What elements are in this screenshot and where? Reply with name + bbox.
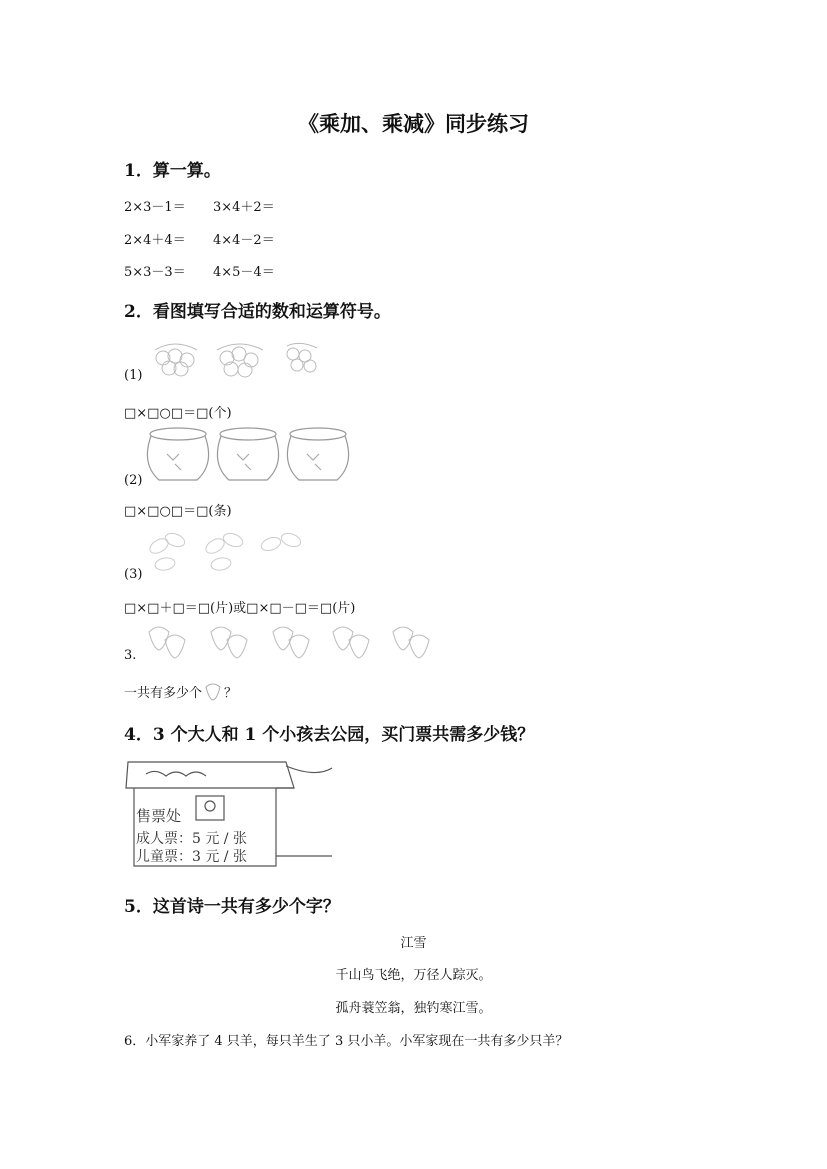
fruit-cluster-icon [287, 343, 317, 372]
q2-part3-label: (3) [124, 567, 143, 582]
strawberry-icon [393, 627, 429, 658]
leaves-image [145, 526, 315, 576]
fish-bowl-icon [287, 428, 348, 480]
q5-heading: 5．这首诗一共有多少个字？ [124, 897, 340, 917]
q1-item: 4×4－2＝ [213, 233, 275, 248]
booth-title: 售票处 [136, 807, 182, 825]
strawberry-icon [273, 627, 309, 658]
strawberries-image [145, 620, 445, 662]
fish-bowl-icon [147, 428, 208, 480]
q1-item: 2×4＋4＝ [124, 233, 186, 248]
q1-item: 5×3－3＝ [124, 265, 186, 280]
grape-clusters-image [145, 338, 325, 382]
leaf-icon [260, 531, 303, 553]
q2-part2-label: (2) [124, 473, 143, 488]
q1-item: 4×5－4＝ [213, 265, 275, 280]
leaf-icon [147, 531, 186, 572]
q1-item: 2×3－1＝ [124, 200, 186, 215]
q2-part1-formula: □×□○□＝□(个) [124, 406, 232, 421]
strawberry-icon [333, 627, 369, 658]
q2-part1-label: (1) [124, 368, 143, 383]
q2-part2-formula: □×□○□＝□(条) [124, 504, 232, 519]
fish-bowl-icon [217, 428, 278, 480]
q3-question-text: 一共有多少个 [124, 686, 203, 701]
fruit-cluster-icon [155, 344, 197, 376]
q1-heading: 1．算一算。 [124, 161, 221, 181]
strawberry-icon [211, 627, 247, 658]
q2-heading: 2．看图填写合适的数和运算符号。 [124, 302, 391, 322]
q2-part3-formula: □×□＋□＝□(片)或□×□－□＝□(片) [124, 601, 356, 616]
poem-line-1: 千山鸟飞绝，万径人踪灭。 [335, 968, 492, 983]
adult-ticket-price: 成人票：5 元 / 张 [136, 831, 247, 847]
strawberry-icon [202, 683, 224, 701]
strawberry-icon [149, 627, 185, 658]
fruit-cluster-icon [217, 344, 263, 377]
q4-heading: 4．3 个大人和 1 个小孩去公园，买门票共需多少钱？ [124, 725, 535, 745]
q1-item: 3×4＋2＝ [213, 200, 275, 215]
q3-question [124, 682, 237, 701]
q3-question-end: ？ [224, 686, 238, 701]
q6-text: 6．小军家养了 4 只羊，每只羊生了 3 只小羊。小军家现在一共有多少只羊？ [124, 1034, 569, 1049]
poem-title: 江雪 [400, 936, 427, 951]
leaf-icon [203, 531, 244, 572]
poem-line-2: 孤舟蓑笠翁，独钓寒江雪。 [335, 1001, 492, 1016]
window-icon [196, 796, 224, 820]
fish-bowls-image [145, 424, 355, 486]
q3-label: 3. [124, 648, 137, 663]
child-ticket-price: 儿童票：3 元 / 张 [136, 849, 247, 865]
page-title: 《乘加、乘减》同步练习 [298, 111, 529, 136]
